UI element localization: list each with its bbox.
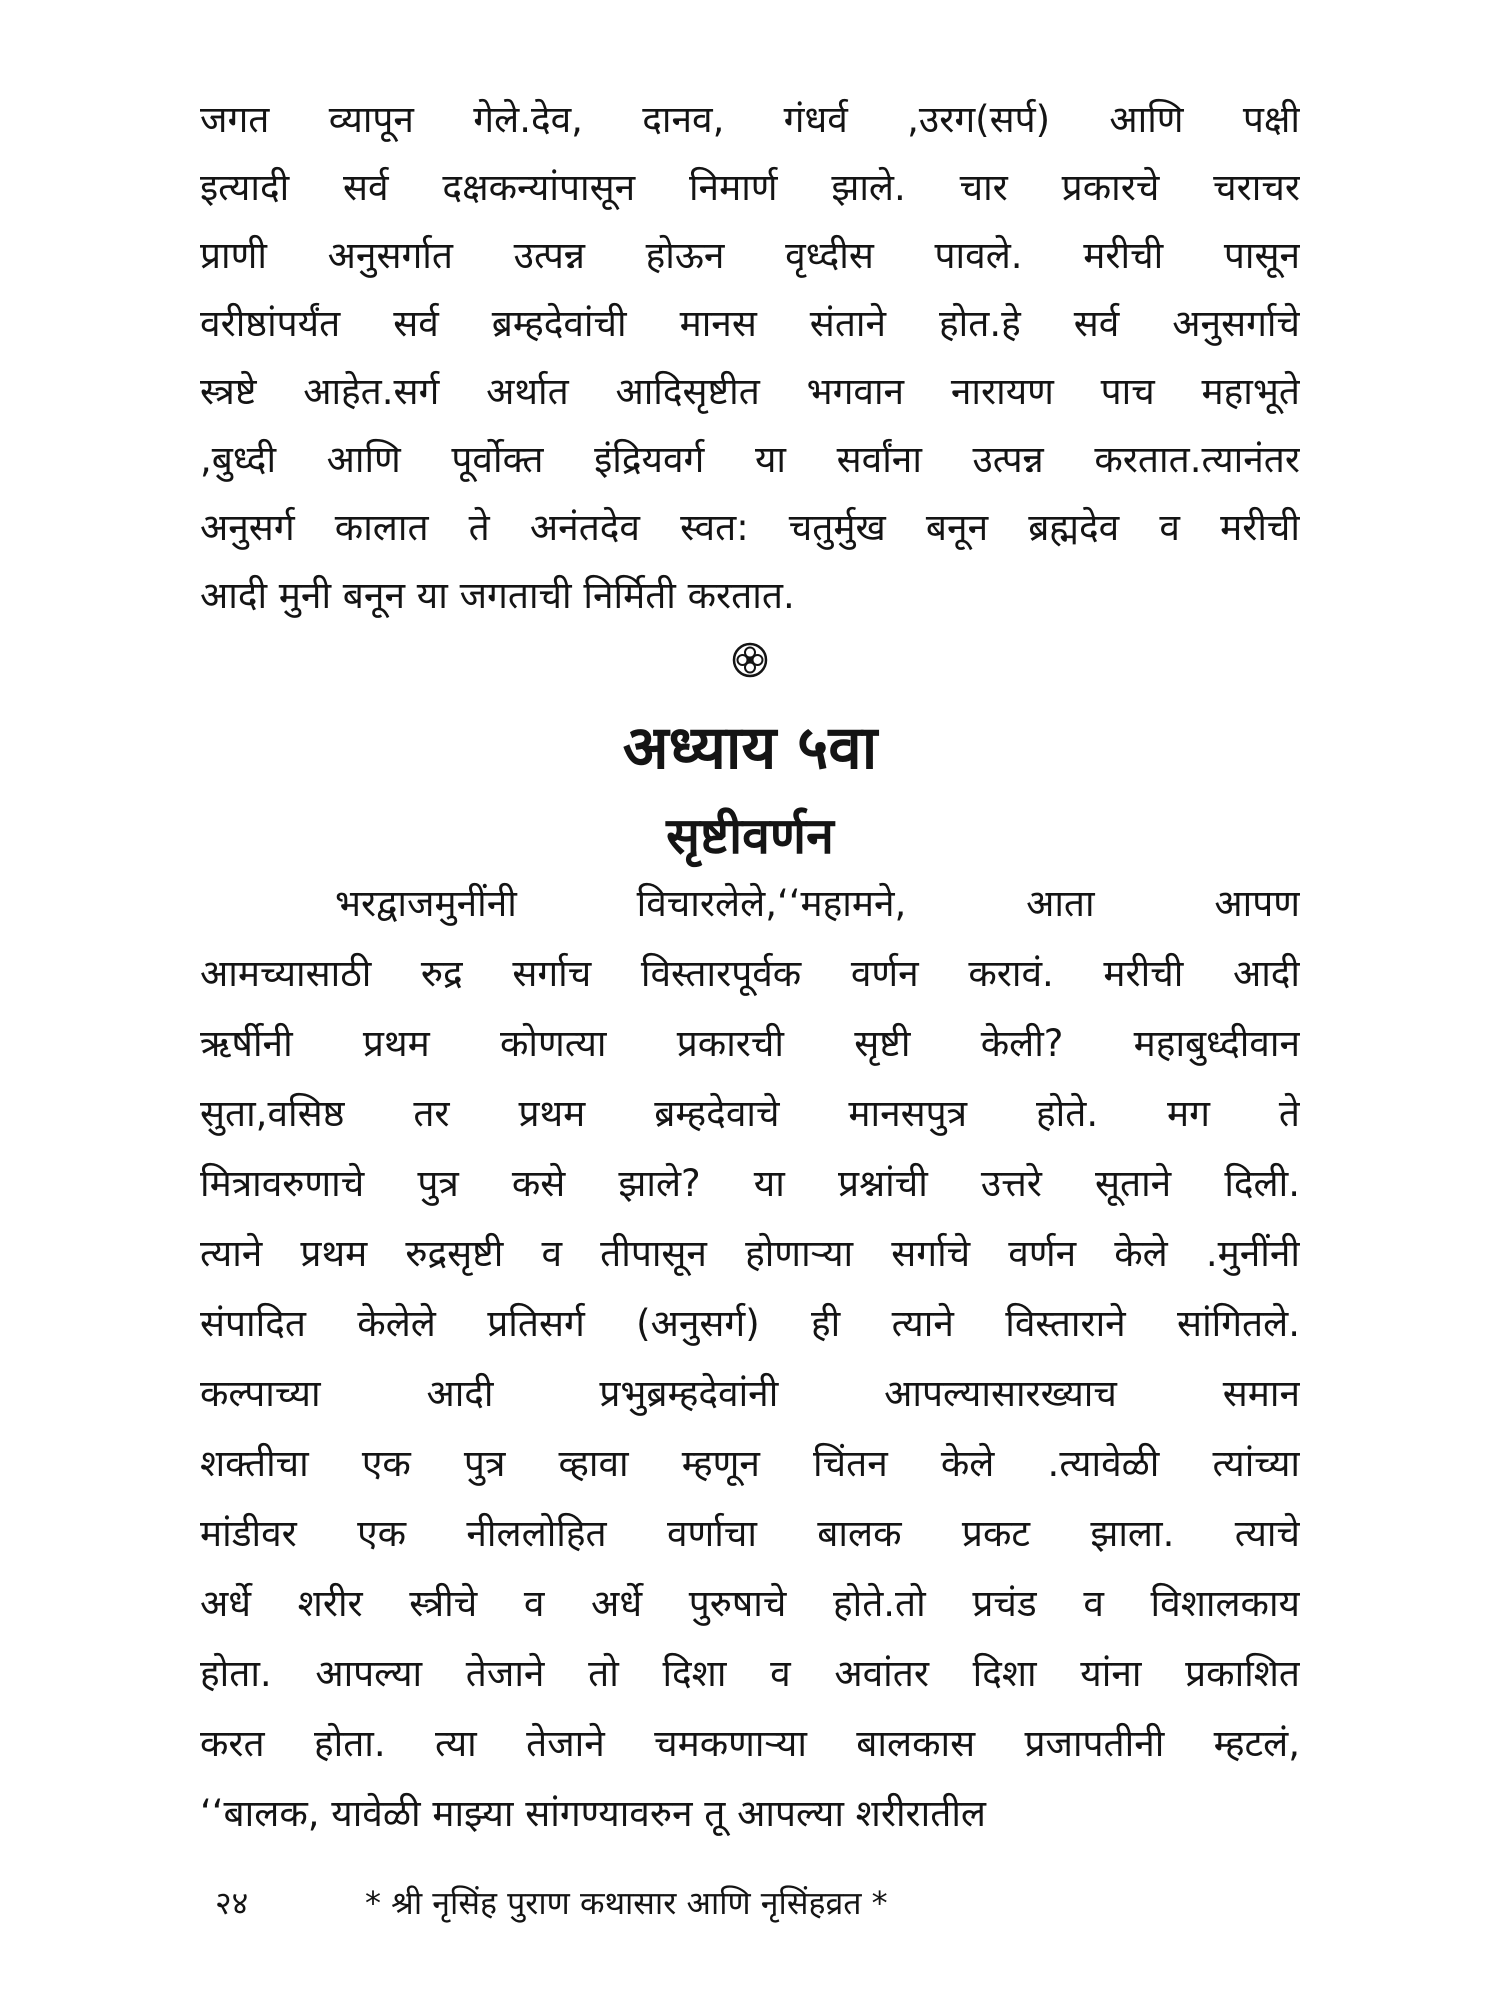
- running-title: * श्री नृसिंह पुराण कथासार आणि नृसिंहव्रत *: [365, 1884, 888, 1922]
- paragraph-line: इत्यादी सर्व दक्षकन्यांपासून निमार्ण झाले. चार प्रकारचे चराचर: [200, 166, 1300, 209]
- chapter-title: अध्याय ५वा: [622, 713, 878, 783]
- paragraph-line: ऋर्षीनी प्रथम कोणत्या प्रकारची सृष्टी केली? महाबुध्दीवान: [200, 1022, 1300, 1065]
- paragraph-line: वरीष्ठांपर्यंत सर्व ब्रम्हदेवांची मानस संताने होत.हे सर्व अनुसर्गाचे: [200, 302, 1300, 345]
- paragraph-line: आमच्यासाठी रुद्र सर्गाच विस्तारपूर्वक वर्णन करावं. मरीची आदी: [200, 952, 1300, 995]
- paragraph-line: होता. आपल्या तेजाने तो दिशा व अवांतर दिशा यांना प्रकाशित: [200, 1652, 1300, 1695]
- paragraph-line: त्याने प्रथम रुद्रसृष्टी व तीपासून होणाऱ्या सर्गाचे वर्णन केले .मुनींनी: [200, 1232, 1300, 1275]
- page-number: २४: [215, 1884, 249, 1922]
- page-footer: [215, 1880, 1115, 1930]
- paragraph-line: आदी मुनी बनून या जगताची निर्मिती करतात.: [200, 574, 795, 617]
- paragraph-line: करत होता. त्या तेजाने चमकणाऱ्या बालकास प्रजापतीनी म्हटलं,: [200, 1722, 1300, 1765]
- paragraph-line: संपादित केलेले प्रतिसर्ग (अनुसर्ग) ही त्याने विस्ताराने सांगितले.: [200, 1302, 1300, 1345]
- flower-ornament-icon: [730, 640, 770, 680]
- paragraph-line: ,बुध्दी आणि पूर्वोक्त इंद्रियवर्ग या सर्वांना उत्पन्न करतात.त्यानंतर: [200, 438, 1300, 481]
- chapter-subtitle: सृष्टीवर्णन: [666, 807, 834, 865]
- paragraph-line: अनुसर्ग कालात ते अनंतदेव स्वत: चतुर्मुख बनून ब्रह्मदेव व मरीची: [200, 506, 1300, 549]
- paragraph-line: कल्पाच्या आदी प्रभुब्रम्हदेवांनी आपल्यासारख्याच समान: [200, 1372, 1300, 1415]
- paragraph-line: भरद्वाजमुनींनी विचारलेले,‘‘महामने, आता आपण: [335, 882, 1300, 925]
- paragraph-line: जगत व्यापून गेले.देव, दानव, गंधर्व ,उरग(सर्प) आणि पक्षी: [200, 98, 1300, 141]
- paragraph-line: स्त्रष्टे आहेत.सर्ग अर्थात आदिसृष्टीत भगवान नारायण पाच महाभूते: [200, 370, 1300, 413]
- paragraph-line: अर्धे शरीर स्त्रीचे व अर्धे पुरुषाचे होते.तो प्रचंड व विशालकाय: [200, 1582, 1300, 1625]
- paragraph-line: मांडीवर एक नीललोहित वर्णाचा बालक प्रकट झाला. त्याचे: [200, 1512, 1300, 1555]
- paragraph-line: ‘‘बालक, यावेळी माझ्या सांगण्यावरुन तू आपल्या शरीरातील: [200, 1792, 987, 1835]
- paragraph-line: सुता,वसिष्ठ तर प्रथम ब्रम्हदेवाचे मानसपुत्र होते. मग ते: [200, 1092, 1300, 1135]
- paragraph-line: शक्तीचा एक पुत्र व्हावा म्हणून चिंतन केले .त्यावेळी त्यांच्या: [200, 1442, 1300, 1485]
- paragraph-line: मित्रावरुणाचे पुत्र कसे झाले? या प्रश्नांची उत्तरे सूताने दिली.: [200, 1162, 1300, 1205]
- paragraph-line: प्राणी अनुसर्गात उत्पन्न होऊन वृध्दीस पावले. मरीची पासून: [200, 234, 1300, 277]
